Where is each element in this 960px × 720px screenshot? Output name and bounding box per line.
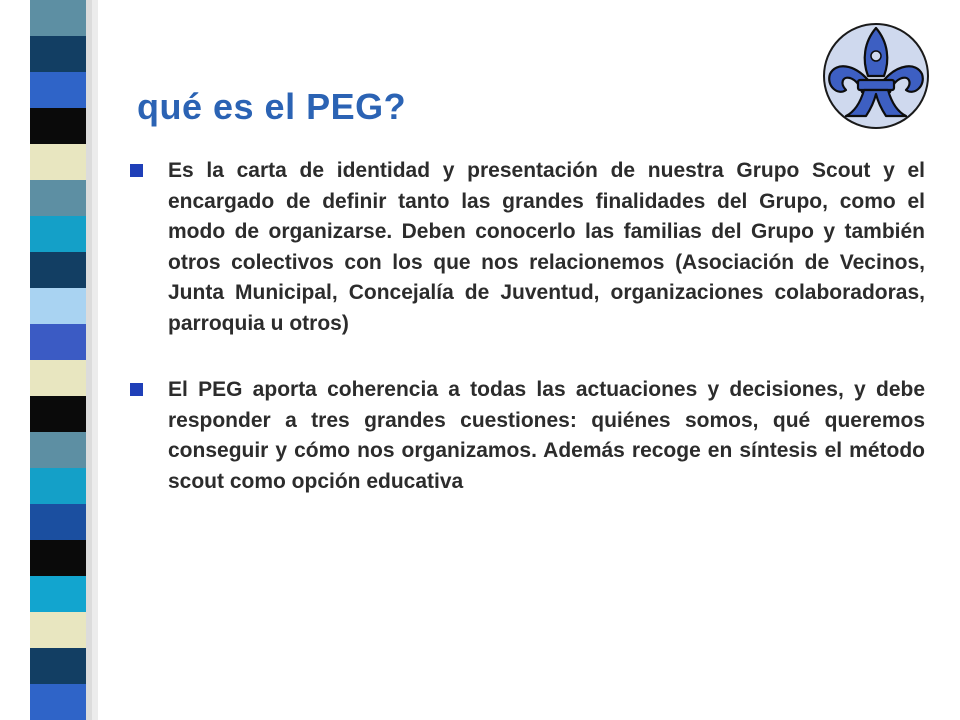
- decorative-stripe: [30, 648, 86, 684]
- decorative-stripe: [30, 360, 86, 396]
- square-bullet-icon: [130, 164, 143, 177]
- square-bullet-icon: [130, 383, 143, 396]
- decorative-stripe: [30, 396, 86, 432]
- decorative-stripe: [30, 216, 86, 252]
- bullet-item: [130, 375, 925, 497]
- bullet-item: [130, 156, 925, 339]
- decorative-stripe: [30, 432, 86, 468]
- decorative-stripe: [30, 180, 86, 216]
- bullet-list: [130, 156, 925, 533]
- decorative-stripe: [30, 144, 86, 180]
- decorative-stripe: [30, 108, 86, 144]
- decorative-stripe: [30, 0, 86, 36]
- decorative-stripe: [30, 612, 86, 648]
- decorative-stripe: [30, 252, 86, 288]
- decorative-stripe: [30, 288, 86, 324]
- bullet-text: Es la carta de identidad y presentación de nuestra Grupo Scout y el encargado de definir tanto las grandes finalidades del Grupo, como el modo de organizarse. Deben conocerlo las familias del Grupo y también otros colectivos con los que nos relacionemos (Asociación de Vecinos, Junta Municipal, Concejalía de Juventud, organizaciones colaboradoras, parroquia u otros): [168, 159, 925, 335]
- decorative-stripe-bar: [30, 0, 86, 720]
- decorative-stripe: [30, 540, 86, 576]
- slide-title: qué es el PEG?: [137, 86, 407, 127]
- decorative-stripe: [30, 72, 86, 108]
- decorative-stripe: [30, 504, 86, 540]
- bullet-text: El PEG aporta coherencia a todas las actuaciones y decisiones, y debe responder a tres grandes cuestiones: quiénes somos, qué queremos conseguir y cómo nos organizamos. Además recoge en síntesis el método scout como opción educativa: [168, 378, 925, 493]
- fleur-eye: [871, 51, 881, 61]
- decorative-stripe: [30, 324, 86, 360]
- fleur-band: [858, 80, 894, 90]
- decorative-stripe: [30, 576, 86, 612]
- decorative-stripe: [30, 684, 86, 720]
- fleur-de-lis-icon: [820, 20, 932, 132]
- decorative-stripe: [30, 468, 86, 504]
- decorative-stripe: [30, 36, 86, 72]
